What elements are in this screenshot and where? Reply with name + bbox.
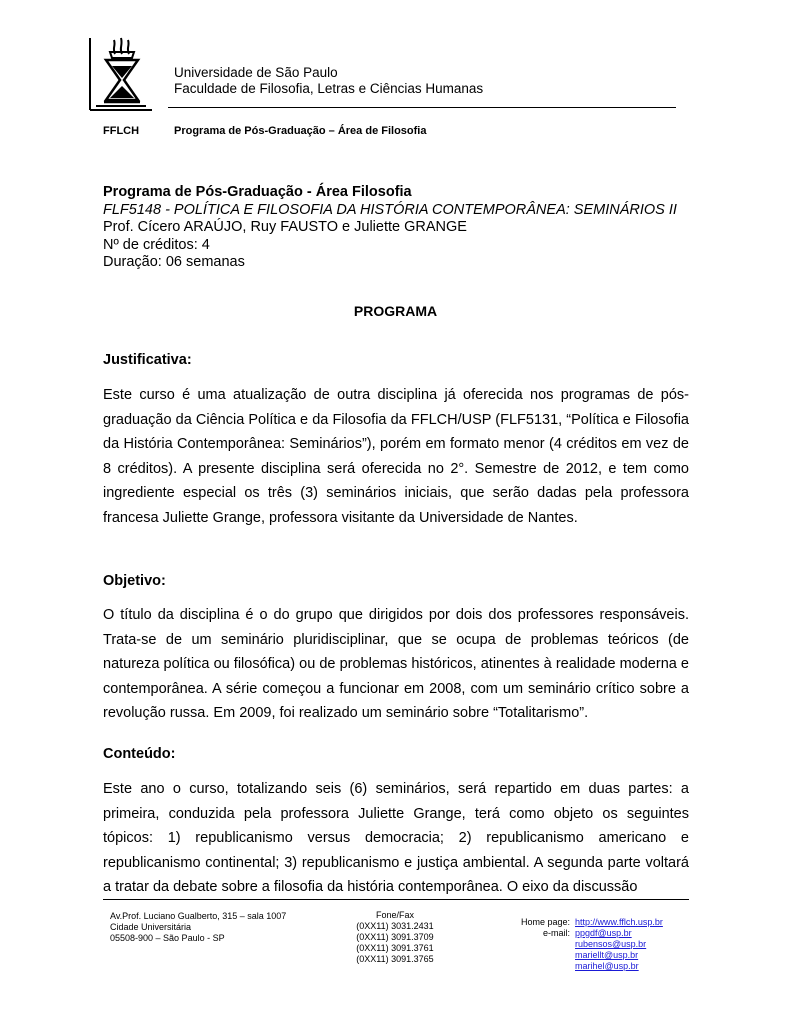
conteudo-text: Este ano o curso, totalizando seis (6) seminários, será repartido em duas partes: a primeira, conduzida pela professora Juliette Grange, terá como objeto os seguintes tópicos: 1) republicanismo versus democracia; 2) republicanismo americano e republicanismo continental; 3) republicanismo e justiça ambiental. A segunda parte voltará a tratar da debate sobre a filosofia da história contemporânea. O eixo da discussão — [103, 781, 689, 895]
justificativa-text: Este curso é uma atualização de outra disciplina já oferecida nos programas de pós-graduação da Ciência Política e da Filosofia da FFLCH/USP (FLF5131, “Política e Filosofia da História Contemporânea: Seminários”), porém em formato menor (4 créditos em vez de 8 créditos). A presente disciplina será oferecida no 2°. Semestre de 2012, e tem como ingrediente especial os três (3) seminários iniciais, que serão dadas pela professora francesa Juliette Grange, professora visitante da Universidade de Nantes. — [103, 387, 689, 526]
header-divider — [168, 107, 676, 108]
footer-divider — [103, 899, 689, 900]
objetivo-text: O título da disciplina é o do grupo que dirigidos por dois dos professores responsáveis. Trata-se de um seminário pluridisciplinar, que se ocupa de problemas teóricos (de natureza política ou filosófica) ou de problemas históricos, atinentes à realidade moderna e contemporânea. A série começou a funcionar em 2008, com um seminário crítico sobre a revolução russa. Em 2009, foi realizado um seminário sobre “Totalitarismo”. — [103, 607, 689, 721]
faculty-abbreviation: FFLCH — [103, 125, 140, 137]
program-line: Programa de Pós-Graduação – Área de Filosofia — [174, 125, 427, 137]
address-line: Av.Prof. Luciano Gualberto, 315 – sala 1007 — [110, 911, 287, 921]
university-logo — [86, 36, 156, 112]
email-link[interactable]: ppgdf@usp.br — [575, 928, 632, 938]
email-link[interactable]: marihel@usp.br — [575, 961, 639, 971]
conteudo-title: Conteúdo: — [103, 746, 176, 762]
phone-label: Fone/Fax — [375, 910, 415, 920]
course-credits: Nº de créditos: 4 — [103, 236, 210, 253]
homepage-link[interactable]: http://www.fflch.usp.br — [575, 917, 663, 927]
university-logo-icon — [86, 36, 156, 112]
course-header — [103, 184, 677, 272]
address-line: Cidade Universitária — [110, 922, 192, 932]
objetivo-title: Objetivo: — [103, 573, 166, 589]
phone-number: (0XX11) 3031.2431 — [356, 921, 434, 931]
course-professors: Prof. Cícero ARAÚJO, Ruy FAUSTO e Juliette GRANGE — [103, 219, 467, 235]
programa-heading: PROGRAMA — [353, 303, 438, 319]
footer-phones — [350, 910, 440, 965]
homepage-label: Home page: — [520, 917, 570, 927]
faculty-name: Faculdade de Filosofia, Letras e Ciências Humanas — [174, 81, 484, 96]
course-title: FLF5148 - POLÍTICA E FILOSOFIA DA HISTÓRIA CONTEMPORÂNEA: SEMINÁRIOS II — [103, 201, 677, 218]
phone-number: (0XX11) 3091.3761 — [356, 943, 434, 953]
program-title: Programa de Pós-Graduação - Área Filosofia — [103, 184, 412, 200]
phone-number: (0XX11) 3091.3709 — [356, 932, 434, 942]
email-link[interactable]: mariellt@usp.br — [575, 950, 639, 960]
phone-number: (0XX11) 3091.3765 — [356, 954, 434, 964]
footer-address — [110, 911, 286, 944]
footer-contact-labels — [480, 917, 570, 939]
email-link[interactable]: rubensos@usp.br — [575, 939, 647, 949]
university-name: Universidade de São Paulo — [174, 65, 338, 80]
address-line: 05508-900 – São Paulo - SP — [110, 933, 225, 943]
course-duration: Duração: 06 semanas — [103, 254, 245, 270]
justificativa-title: Justificativa: — [103, 352, 192, 368]
footer-contact-links — [575, 917, 663, 972]
email-label: e-mail: — [542, 928, 570, 938]
